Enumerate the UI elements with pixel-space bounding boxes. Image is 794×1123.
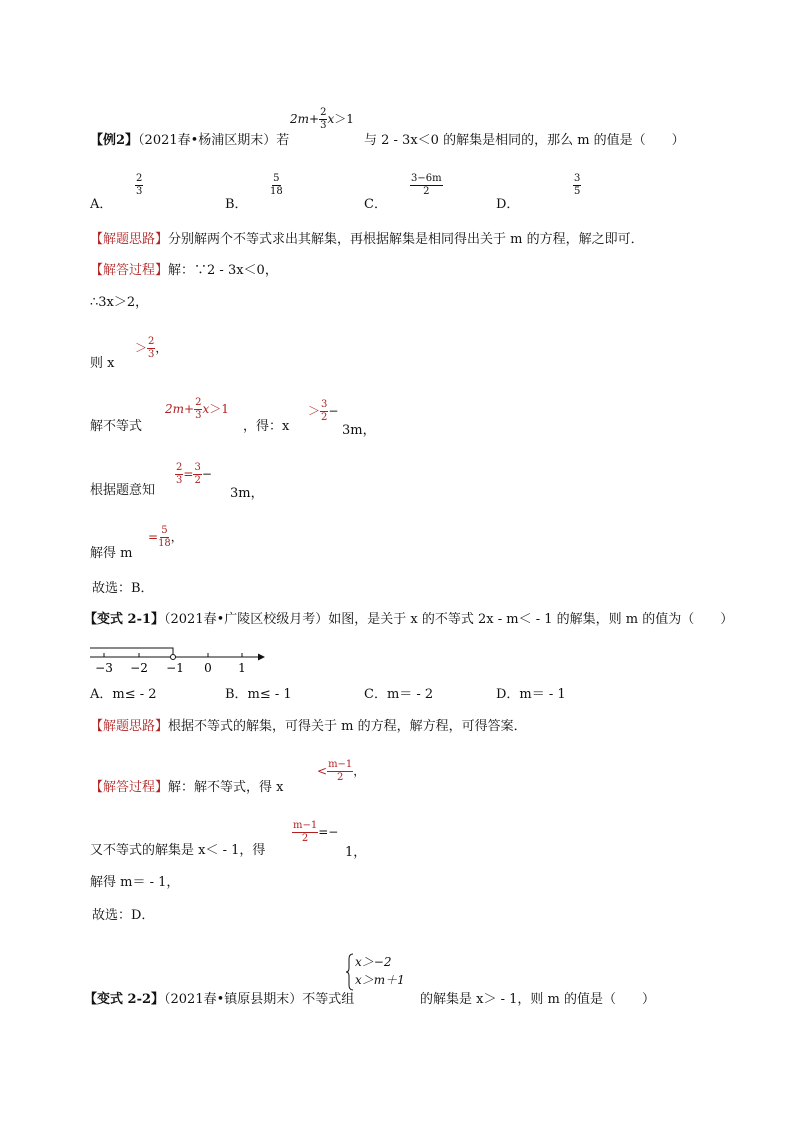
var22-tail: 的解集是 x＞ - 1，则 m 的值是（ ）: [420, 992, 655, 1007]
ex2-answer: 故选：B．: [92, 581, 154, 596]
var21-proc-post: ，: [353, 764, 366, 778]
var22-question: [84, 993, 354, 1006]
var21-line3: 解得 m＝ - 1，: [90, 875, 180, 890]
ex2-line4-rhs-minus: −: [328, 404, 339, 418]
var21-number-line: [90, 640, 270, 676]
ex2-line5-rden: 2: [194, 475, 201, 486]
var22-sys-line1: x＞−2: [355, 955, 392, 969]
var22-source: （2021春•镇原县期末）不等式组: [164, 992, 355, 1007]
var21-line2-tail: 1，: [345, 845, 367, 860]
axis-arrow-icon: [258, 654, 265, 661]
ex2-line4-rhs-tail: 3m，: [342, 423, 376, 438]
var21-proc-first: 解：解不等式，得 x: [168, 780, 284, 795]
var21-proc: [90, 781, 283, 794]
var21-proc-den: 2: [336, 772, 344, 783]
var21-proc-rel: <: [317, 764, 328, 778]
ex2-option-b-label: B．: [225, 197, 248, 212]
ex2-option-c-label: C．: [364, 197, 387, 212]
tick-label: −3: [95, 661, 113, 675]
ex2-line6-pre: 解得 m: [90, 546, 133, 561]
var21-proc-tag: 【解答过程】: [90, 780, 169, 795]
ex2-line4-num: 2: [195, 397, 202, 408]
ex2-line4-plus: +: [184, 402, 195, 416]
ex2-line5-lden: 3: [176, 475, 183, 486]
ex2-line3-pre: 则 x: [90, 356, 115, 371]
tick-label: −1: [166, 661, 184, 675]
ex2-idea: [90, 233, 644, 246]
ex2-option-b-value: [270, 174, 283, 197]
ex2-line6-den: 18: [158, 538, 171, 549]
ex2-proc-first: 解：∵2 - 3x＜0，: [168, 263, 278, 278]
var21-option-a[interactable]: A．m≤ - 2: [90, 687, 157, 702]
ex2-line2: ∴3x＞2，: [90, 295, 149, 310]
ex2-line5-eq: [175, 463, 212, 486]
var21-line2-pre: 又不等式的解集是 x＜ - 1，得: [90, 843, 266, 858]
ex2-inequality: [290, 108, 354, 131]
var22-system: [355, 953, 405, 989]
var22-tag: 【变式 2-2】: [84, 992, 165, 1007]
var21-option-b[interactable]: B．m≤ - 1: [225, 687, 292, 702]
ex2-option-d-value: [573, 174, 581, 197]
ex2-idea-text: 分别解两个不等式求出其解集，再根据解集是相同得出关于 m 的方程，解之即可．: [168, 232, 644, 247]
ex2-option-a[interactable]: [90, 198, 112, 211]
ex2-ineq-frac-den: 3: [320, 120, 327, 131]
var21-option-d[interactable]: D．m＝ - 1: [496, 687, 566, 702]
ex2-line4-ineq: [165, 398, 229, 421]
ex2-line4-mid: ，得：x: [243, 419, 290, 434]
ex2-line6-post: ，: [170, 530, 183, 544]
var21-idea: [90, 720, 527, 733]
ex2-option-c[interactable]: [364, 198, 387, 211]
ex2-line3-den: 3: [148, 349, 155, 360]
var21-line2-num: m−1: [293, 820, 318, 831]
ex2-option-c-num: 3−6m: [411, 173, 442, 184]
ex2-line4-x: x: [202, 402, 210, 416]
var22-sys-line2: x＞m＋1: [355, 973, 405, 987]
ex2-line5-equals: =: [183, 467, 194, 481]
ex2-option-b-den: 18: [270, 186, 283, 197]
ex2-line6-num: 5: [161, 525, 168, 536]
var21-answer: 故选：D．: [92, 908, 155, 923]
ex2-option-b[interactable]: [225, 198, 248, 211]
ex2-line5-minus: −: [201, 467, 212, 481]
ex2-line5-rnum: 3: [194, 462, 201, 473]
ex2-ineq-plus: +: [309, 112, 320, 126]
ex2-ineq-2m: 2m: [290, 112, 310, 126]
ex2-line4-pre: 解不等式: [90, 419, 143, 434]
ex2-line5-lnum: 2: [176, 462, 183, 473]
ex2-source: （2021春•杨浦区期末）若: [138, 133, 290, 148]
ex2-question-tail: [364, 134, 685, 147]
ex2-line3-rel: ＞: [135, 341, 148, 355]
ex2-line6-equals: =: [148, 530, 159, 544]
ex2-tail: 与 2 - 3x＜0 的解集是相同的，那么 m 的值是（ ）: [364, 133, 685, 148]
ex2-ineq-rel: ＞1: [334, 112, 354, 126]
ex2-ineq-frac-num: 2: [320, 107, 327, 118]
ex2-proc: [90, 264, 278, 277]
ex2-line5-tail: 3m，: [230, 486, 264, 501]
ex2-line3-rhs: [135, 337, 167, 360]
var21-question: [84, 613, 733, 626]
ex2-option-d-den: 5: [574, 186, 581, 197]
ex2-option-a-num: 2: [136, 173, 143, 184]
ex2-option-c-den: 2: [423, 186, 430, 197]
ex2-option-d-num: 3: [574, 173, 581, 184]
ex2-ineq-x: x: [327, 112, 335, 126]
ex2-line6-val: [148, 526, 183, 549]
ex2-line4-den: 3: [195, 410, 202, 421]
ex2-option-c-value: [410, 174, 443, 197]
open-circle-icon: [171, 655, 176, 660]
ex2-idea-tag: 【解题思路】: [90, 232, 169, 247]
left-brace-icon: [346, 953, 354, 991]
ex2-line4-rhs-rel: ＞: [308, 404, 321, 418]
ex2-line3-post: ，: [155, 341, 168, 355]
ex2-line4-rel: ＞1: [209, 402, 229, 416]
ex2-line4-rhs-num: 3: [321, 399, 328, 410]
var21-proc-num: m−1: [328, 759, 353, 770]
var21-line2-equals: =−: [318, 825, 339, 839]
ex2-line4-2m: 2m: [165, 402, 185, 416]
ex2-tag: 【例2】: [90, 133, 139, 148]
ex2-option-d-label: D．: [496, 197, 520, 212]
var21-idea-text: 根据不等式的解集，可得关于 m 的方程，解方程，可得答案．: [168, 719, 527, 734]
ex2-line3-num: 2: [148, 336, 155, 347]
ex2-option-a-label: A．: [90, 197, 113, 212]
tick-label: 1: [238, 661, 246, 675]
solution-bracket: [90, 648, 173, 656]
ex2-option-a-value: [135, 174, 143, 197]
ex2-question: [90, 134, 289, 147]
var21-line2-eq: [292, 821, 338, 844]
ex2-option-d[interactable]: [496, 198, 519, 211]
ex2-option-a-den: 3: [136, 186, 143, 197]
tick-label: 0: [204, 661, 212, 675]
var21-proc-rhs: [317, 760, 365, 783]
ex2-proc-tag: 【解答过程】: [90, 263, 169, 278]
ex2-line5-pre: 根据题意知: [90, 483, 156, 498]
var21-line2-den: 2: [301, 833, 309, 844]
ex2-option-b-num: 5: [273, 173, 280, 184]
var21-text: （2021春•广陵区校级月考）如图，是关于 x 的不等式 2x - m＜ - 1 的解集，则 m 的值为（ ）: [164, 612, 734, 627]
ex2-line4-rhs: [308, 400, 338, 423]
var21-idea-tag: 【解题思路】: [90, 719, 169, 734]
var21-tag: 【变式 2-1】: [84, 612, 165, 627]
ex2-line4-rhs-den: 2: [321, 412, 328, 423]
tick-label: −2: [130, 661, 148, 675]
var21-option-c[interactable]: C．m＝ - 2: [364, 687, 434, 702]
